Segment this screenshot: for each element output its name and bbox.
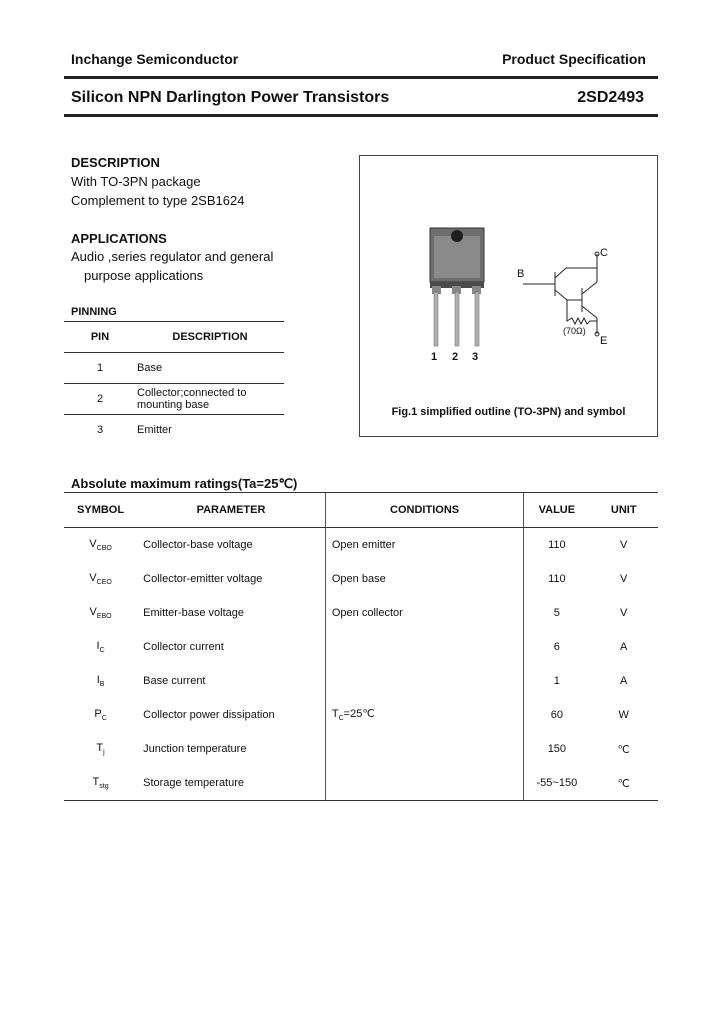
pin-number: 2 [64,384,136,415]
value-cell: 5 [524,596,590,630]
desc-col-header: DESCRIPTION [136,322,284,353]
pin-label-1: 1 [431,351,438,363]
symbol-label-b: B [517,268,525,280]
doc-type: Product Specification [502,51,646,67]
parameter-cell: Collector power dissipation [143,709,275,721]
part-number: 2SD2493 [577,89,644,106]
unit-cell: ℃ [589,766,658,801]
conditions-cell [325,766,523,801]
table-row [64,596,658,630]
symbol-cell: $P_C$ [94,707,107,723]
value-cell: -55~150 [524,766,590,801]
symbol-cell: $T_{stg}$ [64,766,137,801]
pin-description: Base [136,353,284,384]
table-row [64,528,658,563]
parameter-cell: Collector current [143,641,224,653]
table-row [64,630,658,664]
header-rule [64,76,658,79]
parameter-cell: Emitter-base voltage [143,607,245,619]
symbol-cell: $I_C$ [96,639,105,655]
description-item: With TO-3PN package [71,174,201,189]
parameter-cell: Base current [143,675,206,687]
pin-label-2: 2 [452,351,459,363]
conditions-cell: Open collector [325,596,523,630]
pin-description-line: mounting base [137,399,210,411]
product-title: Silicon NPN Darlington Power Transistors [71,89,390,106]
unit-cell: ℃ [617,743,630,756]
parameter-cell: Collector-emitter voltage [143,573,263,585]
value-cell: 150 [524,732,590,766]
unit-col-header: UNIT [589,493,658,528]
symbol-cell: $V_{CBO}$ [89,537,112,553]
ratings-heading: Absolute maximum ratings(Ta=25℃) [71,476,298,491]
unit-cell: A [620,641,628,653]
title-rule [64,114,658,117]
conditions-cell [325,630,523,664]
table-row [64,698,658,732]
symbol-cell: $V_{CEO}$ [89,571,112,587]
description-item: Complement to type 2SB1624 [71,193,245,208]
symbol-cell: $T_j$ [96,741,105,757]
value-cell: 60 [524,698,590,732]
applications-line: purpose applications [84,268,204,283]
parameter-cell: Collector-base voltage [143,539,253,551]
pinning-table [64,321,284,445]
pinning-header-row [64,322,284,353]
table-row [64,562,658,596]
resistor-label: (70Ω) [563,326,586,336]
table-row [64,732,658,766]
pin-number: 1 [64,353,136,384]
applications-line: Audio ,series regulator and general [71,249,274,264]
value-col-header: VALUE [524,493,590,528]
conditions-cell [325,732,523,766]
unit-cell: A [620,675,628,687]
value-cell: 6 [524,630,590,664]
unit-cell: V [620,607,628,619]
parameter-cell: Junction temperature [143,743,247,755]
pin-description [136,384,284,415]
value-cell: 110 [524,562,590,596]
table-row [64,384,284,415]
symbol-cell: $V_{EBO}$ [89,605,112,621]
value-cell: 1 [524,664,590,698]
conditions-col-header: CONDITIONS [325,493,523,528]
table-row [64,664,658,698]
darlington-symbol-icon [523,252,599,336]
table-row [64,353,284,384]
symbol-cell: $I_B$ [96,673,105,689]
parameter-cell: Storage temperature [137,766,325,801]
ratings-header-row [64,493,658,528]
conditions-cell: Open emitter [325,528,523,563]
figure-caption: Fig.1 simplified outline (TO-3PN) and symbol [391,406,626,418]
conditions-cell [325,664,523,698]
company-name: Inchange Semiconductor [71,51,239,67]
pin-description-line: Collector;connected to [137,387,247,399]
conditions-cell: Open base [325,562,523,596]
ratings-table [64,492,658,801]
unit-cell: V [620,573,628,585]
applications-heading: APPLICATIONS [71,231,167,246]
pin-label-3: 3 [472,351,479,363]
package-and-symbol-drawing [360,156,657,406]
pin-col-header: PIN [64,322,136,353]
outline-figure [359,155,658,437]
pinning-heading: PINNING [71,306,117,318]
description-heading: DESCRIPTION [71,155,160,170]
table-row [64,415,284,446]
symbol-label-e: E [600,335,608,347]
value-cell: 110 [524,528,590,563]
symbol-label-c: C [600,247,608,259]
pin-description: Emitter [137,424,172,436]
to3pn-package-icon [430,228,484,346]
parameter-col-header: PARAMETER [137,493,325,528]
symbol-col-header: SYMBOL [64,493,137,528]
unit-cell: W [618,709,629,721]
unit-cell: V [620,539,628,551]
conditions-cell: $T_C=25℃$ [325,698,523,732]
table-row [64,766,658,801]
pin-number: 3 [96,424,104,436]
